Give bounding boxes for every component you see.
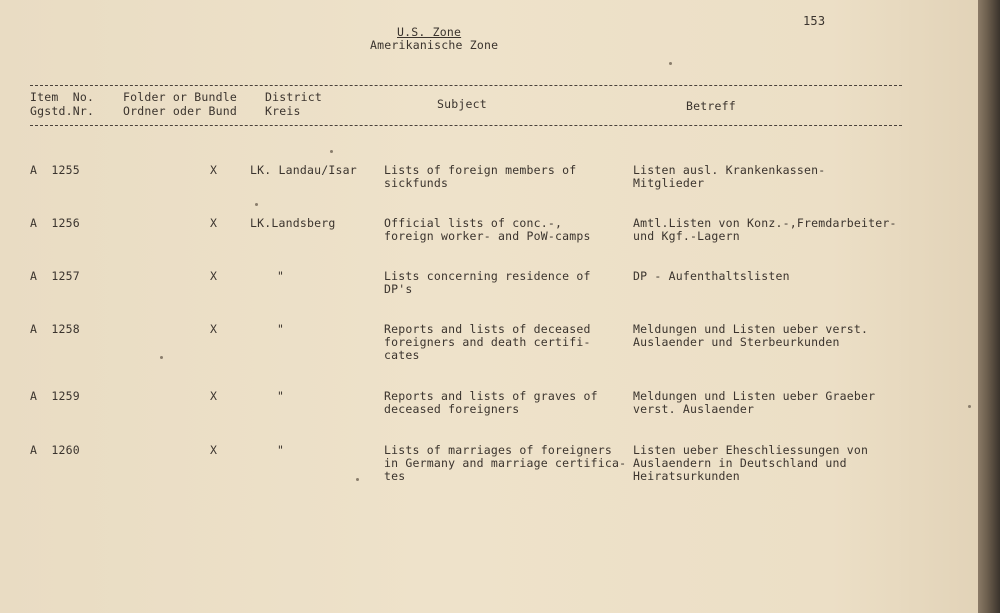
zone-subtitle: Amerikanische Zone (370, 38, 499, 52)
betreff-line: Listen ueber Eheschliessungen von (633, 443, 869, 457)
folder-mark: X (210, 269, 218, 283)
item-header-line1: Item No. (30, 90, 95, 104)
item-number: A 1260 (30, 443, 80, 457)
subject-line: Official lists of conc.-, (384, 216, 563, 230)
betreff-line: Auslaender und Sterbeurkunden (633, 335, 840, 349)
folder-mark: X (210, 443, 218, 457)
betreff-line: Listen ausl. Krankenkassen- (633, 163, 826, 177)
subject-line: sickfunds (384, 176, 449, 190)
book-binding-edge (978, 0, 1000, 613)
district-name: LK. Landau/Isar (250, 163, 357, 177)
column-header-district (265, 90, 322, 118)
paper-speck (160, 356, 163, 359)
folder-header-line2: Ordner oder Bund (123, 104, 237, 118)
district-header-line1: District (265, 90, 322, 104)
subject-line: foreigners and death certifi- (384, 335, 591, 349)
item-number: A 1259 (30, 389, 80, 403)
paper-speck (968, 405, 971, 408)
paper-speck (255, 203, 258, 206)
column-header-folder (123, 90, 237, 118)
betreff-line: Meldungen und Listen ueber Graeber (633, 389, 876, 403)
header-top-rule (30, 85, 902, 86)
district-ditto-mark: " (277, 443, 285, 457)
column-header-item (30, 90, 94, 118)
item-number: A 1256 (30, 216, 80, 230)
district-ditto-mark: " (277, 269, 285, 283)
betreff-line: DP - Aufenthaltslisten (633, 269, 790, 283)
betreff-line: verst. Auslaender (633, 402, 755, 416)
subject-line: tes (384, 469, 406, 483)
subject-line: Reports and lists of deceased (384, 322, 591, 336)
item-header-line2: Ggstd.Nr. (30, 104, 95, 118)
page-number: 153 (803, 14, 826, 28)
subject-line: DP's (384, 282, 413, 296)
folder-header-line1: Folder or Bundle (123, 90, 237, 104)
item-number: A 1255 (30, 163, 80, 177)
subject-line: Lists concerning residence of (384, 269, 591, 283)
betreff-line: und Kgf.-Lagern (633, 229, 740, 243)
district-ditto-mark: " (277, 322, 285, 336)
betreff-line: Heiratsurkunden (633, 469, 740, 483)
betreff-line: Meldungen und Listen ueber verst. (633, 322, 869, 336)
subject-line: Reports and lists of graves of (384, 389, 598, 403)
folder-mark: X (210, 389, 218, 403)
paper-speck (356, 478, 359, 481)
subject-line: cates (384, 348, 420, 362)
paper-speck (669, 62, 672, 65)
district-ditto-mark: " (277, 389, 285, 403)
subject-line: Lists of foreign members of (384, 163, 577, 177)
subject-line: foreign worker- and PoW-camps (384, 229, 591, 243)
zone-title: U.S. Zone (397, 25, 462, 39)
item-number: A 1258 (30, 322, 80, 336)
folder-mark: X (210, 322, 218, 336)
betreff-line: Mitglieder (633, 176, 705, 190)
column-header-subject: Subject (437, 97, 487, 111)
paper-speck (330, 150, 333, 153)
header-bottom-rule (30, 125, 902, 126)
column-header-betreff: Betreff (686, 99, 736, 113)
subject-line: in Germany and marriage certifica- (384, 456, 627, 470)
betreff-line: Amtl.Listen von Konz.-,Fremdarbeiter- (633, 216, 897, 230)
item-number: A 1257 (30, 269, 80, 283)
district-name: LK.Landsberg (250, 216, 336, 230)
subject-line: deceased foreigners (384, 402, 520, 416)
betreff-line: Auslaendern in Deutschland und (633, 456, 847, 470)
district-header-line2: Kreis (265, 104, 301, 118)
folder-mark: X (210, 163, 218, 177)
folder-mark: X (210, 216, 218, 230)
subject-line: Lists of marriages of foreigners (384, 443, 612, 457)
